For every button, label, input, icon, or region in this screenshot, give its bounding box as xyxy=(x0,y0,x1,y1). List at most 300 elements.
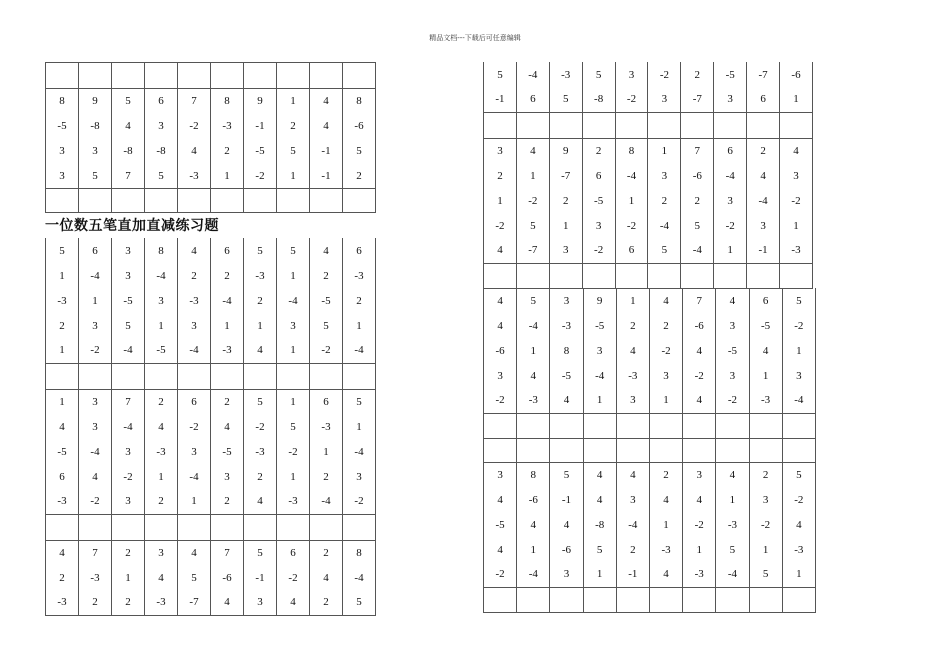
number-cell: 5 xyxy=(516,213,549,238)
answer-cell[interactable] xyxy=(747,112,780,138)
number-cell: 5 xyxy=(277,139,310,164)
number-cell: 3 xyxy=(616,487,649,512)
number-cell: 1 xyxy=(145,313,178,338)
number-row xyxy=(484,213,813,238)
number-cell: 2 xyxy=(649,313,682,338)
number-cell: 4 xyxy=(716,462,749,487)
answer-cell[interactable] xyxy=(244,363,277,389)
answer-row xyxy=(46,189,376,213)
number-cell: -4 xyxy=(616,512,649,537)
answer-cell[interactable] xyxy=(343,63,376,89)
number-cell: 1 xyxy=(517,537,550,562)
answer-cell[interactable] xyxy=(310,63,343,89)
number-cell: 6 xyxy=(211,238,244,263)
number-cell: 2 xyxy=(277,114,310,139)
number-cell: -2 xyxy=(79,489,112,514)
number-cell: 9 xyxy=(79,89,112,114)
number-cell: -5 xyxy=(714,62,747,87)
answer-cell[interactable] xyxy=(550,438,583,462)
answer-cell[interactable] xyxy=(616,413,649,438)
number-row xyxy=(484,512,816,537)
number-cell: 5 xyxy=(277,238,310,263)
answer-cell[interactable] xyxy=(112,63,145,89)
number-row xyxy=(484,288,816,313)
number-row xyxy=(46,139,376,164)
number-cell: 1 xyxy=(615,188,648,213)
answer-cell[interactable] xyxy=(178,63,211,89)
answer-cell[interactable] xyxy=(145,363,178,389)
answer-cell[interactable] xyxy=(649,438,682,462)
number-cell: -3 xyxy=(178,288,211,313)
number-cell: 6 xyxy=(178,389,211,414)
answer-cell[interactable] xyxy=(615,112,648,138)
answer-cell[interactable] xyxy=(683,438,716,462)
answer-cell[interactable] xyxy=(145,514,178,540)
number-cell: -4 xyxy=(79,439,112,464)
number-row xyxy=(46,565,376,590)
number-cell: -5 xyxy=(112,288,145,313)
number-cell: 7 xyxy=(79,540,112,565)
number-row xyxy=(46,288,376,313)
number-cell: 3 xyxy=(145,288,178,313)
number-row xyxy=(484,487,816,512)
number-cell: 4 xyxy=(484,288,517,313)
number-cell: -2 xyxy=(780,188,813,213)
number-cell: 5 xyxy=(549,87,582,112)
number-cell: 8 xyxy=(550,338,583,363)
number-cell: 6 xyxy=(749,288,782,313)
number-cell: 4 xyxy=(616,338,649,363)
number-cell: 4 xyxy=(716,288,749,313)
number-cell: 4 xyxy=(516,138,549,163)
answer-cell[interactable] xyxy=(550,413,583,438)
number-row xyxy=(46,590,376,615)
number-cell: 4 xyxy=(484,313,517,338)
answer-cell[interactable] xyxy=(310,514,343,540)
answer-cell[interactable] xyxy=(277,514,310,540)
answer-cell[interactable] xyxy=(683,413,716,438)
number-cell: 2 xyxy=(616,537,649,562)
number-cell: 1 xyxy=(749,363,782,388)
number-cell: -2 xyxy=(782,313,815,338)
number-cell: 1 xyxy=(583,562,616,587)
answer-cell[interactable] xyxy=(244,514,277,540)
number-cell: 2 xyxy=(310,540,343,565)
answer-cell[interactable] xyxy=(782,587,815,612)
number-cell: -2 xyxy=(484,388,517,413)
number-cell: 3 xyxy=(714,87,747,112)
answer-cell[interactable] xyxy=(46,189,79,213)
answer-cell[interactable] xyxy=(516,112,549,138)
number-cell: 7 xyxy=(681,138,714,163)
number-row xyxy=(46,414,376,439)
number-cell: 4 xyxy=(484,537,517,562)
answer-cell[interactable] xyxy=(583,587,616,612)
number-cell: 2 xyxy=(310,263,343,288)
number-row xyxy=(484,313,816,338)
number-cell: 3 xyxy=(747,213,780,238)
number-cell: 4 xyxy=(484,487,517,512)
number-cell: 4 xyxy=(550,512,583,537)
number-cell: 5 xyxy=(277,414,310,439)
number-cell: 2 xyxy=(145,489,178,514)
number-cell: -2 xyxy=(615,87,648,112)
number-cell: -3 xyxy=(46,489,79,514)
number-cell: -5 xyxy=(749,313,782,338)
answer-cell[interactable] xyxy=(211,189,244,213)
answer-cell[interactable] xyxy=(79,189,112,213)
number-cell: 1 xyxy=(46,389,79,414)
answer-cell[interactable] xyxy=(484,413,517,438)
answer-row xyxy=(484,263,813,288)
number-cell: 4 xyxy=(211,414,244,439)
number-cell: 2 xyxy=(145,389,178,414)
number-cell: 2 xyxy=(244,464,277,489)
answer-cell[interactable] xyxy=(79,63,112,89)
number-cell: 3 xyxy=(782,363,815,388)
number-cell: 3 xyxy=(649,363,682,388)
number-cell: -4 xyxy=(714,163,747,188)
number-cell: -6 xyxy=(681,163,714,188)
number-cell: -4 xyxy=(747,188,780,213)
answer-cell[interactable] xyxy=(517,587,550,612)
answer-cell[interactable] xyxy=(343,363,376,389)
answer-cell[interactable] xyxy=(79,363,112,389)
number-cell: -8 xyxy=(145,139,178,164)
answer-cell[interactable] xyxy=(112,514,145,540)
number-cell: 3 xyxy=(683,462,716,487)
number-cell: 8 xyxy=(343,89,376,114)
number-cell: -5 xyxy=(46,114,79,139)
number-cell: 1 xyxy=(310,439,343,464)
number-cell: 2 xyxy=(648,188,681,213)
number-cell: -2 xyxy=(277,439,310,464)
number-cell: 4 xyxy=(683,338,716,363)
number-cell: 5 xyxy=(517,288,550,313)
number-cell: 3 xyxy=(79,139,112,164)
answer-cell[interactable] xyxy=(277,63,310,89)
answer-cell[interactable] xyxy=(780,112,813,138)
number-cell: -2 xyxy=(716,388,749,413)
number-cell: 2 xyxy=(112,540,145,565)
answer-cell[interactable] xyxy=(145,189,178,213)
number-cell: -4 xyxy=(343,338,376,363)
answer-cell[interactable] xyxy=(112,189,145,213)
number-cell: -4 xyxy=(716,562,749,587)
number-cell: 3 xyxy=(615,62,648,87)
number-cell: 4 xyxy=(310,238,343,263)
number-cell: 3 xyxy=(714,188,747,213)
number-cell: 3 xyxy=(716,313,749,338)
answer-cell[interactable] xyxy=(649,413,682,438)
number-cell: -2 xyxy=(649,338,682,363)
number-cell: -2 xyxy=(683,363,716,388)
number-cell: -3 xyxy=(749,388,782,413)
answer-cell[interactable] xyxy=(683,587,716,612)
number-cell: 1 xyxy=(244,313,277,338)
number-cell: 2 xyxy=(343,288,376,313)
number-cell: 4 xyxy=(649,562,682,587)
answer-cell[interactable] xyxy=(484,263,517,288)
number-cell: 6 xyxy=(277,540,310,565)
number-row xyxy=(484,338,816,363)
answer-cell[interactable] xyxy=(749,587,782,612)
answer-cell[interactable] xyxy=(550,587,583,612)
answer-cell[interactable] xyxy=(484,587,517,612)
answer-cell[interactable] xyxy=(648,112,681,138)
answer-cell[interactable] xyxy=(211,363,244,389)
number-row xyxy=(46,114,376,139)
number-row xyxy=(484,537,816,562)
answer-cell[interactable] xyxy=(616,587,649,612)
answer-cell[interactable] xyxy=(549,263,582,288)
number-cell: 2 xyxy=(112,590,145,615)
answer-cell[interactable] xyxy=(79,514,112,540)
number-cell: 8 xyxy=(517,462,550,487)
number-cell: 2 xyxy=(582,138,615,163)
number-cell: 5 xyxy=(343,590,376,615)
answer-cell[interactable] xyxy=(582,263,615,288)
number-cell: -2 xyxy=(244,414,277,439)
answer-cell[interactable] xyxy=(782,413,815,438)
answer-cell[interactable] xyxy=(716,587,749,612)
number-cell: -7 xyxy=(549,163,582,188)
number-cell: 2 xyxy=(244,288,277,313)
number-cell: 1 xyxy=(484,188,517,213)
number-cell: 4 xyxy=(517,363,550,388)
number-cell: 5 xyxy=(582,62,615,87)
number-row xyxy=(46,89,376,114)
answer-row xyxy=(484,587,816,612)
number-cell: 1 xyxy=(780,213,813,238)
number-cell: 6 xyxy=(516,87,549,112)
answer-cell[interactable] xyxy=(112,363,145,389)
number-cell: 6 xyxy=(615,238,648,263)
number-cell: 5 xyxy=(244,389,277,414)
number-cell: 5 xyxy=(749,562,782,587)
number-cell: 3 xyxy=(484,138,517,163)
answer-cell[interactable] xyxy=(517,438,550,462)
number-cell: 5 xyxy=(550,462,583,487)
answer-cell[interactable] xyxy=(343,189,376,213)
number-cell: 6 xyxy=(747,87,780,112)
number-cell: -3 xyxy=(716,512,749,537)
number-cell: -3 xyxy=(244,263,277,288)
answer-cell[interactable] xyxy=(516,263,549,288)
number-cell: 4 xyxy=(145,414,178,439)
number-cell: 3 xyxy=(211,464,244,489)
number-row xyxy=(484,562,816,587)
number-cell: -3 xyxy=(145,590,178,615)
number-cell: -5 xyxy=(46,439,79,464)
number-cell: 5 xyxy=(178,565,211,590)
number-cell: 3 xyxy=(648,87,681,112)
answer-cell[interactable] xyxy=(714,263,747,288)
answer-cell[interactable] xyxy=(517,413,550,438)
number-cell: 5 xyxy=(310,313,343,338)
number-cell: 2 xyxy=(211,389,244,414)
answer-cell[interactable] xyxy=(649,587,682,612)
answer-cell[interactable] xyxy=(310,189,343,213)
number-cell: 3 xyxy=(112,439,145,464)
number-cell: -2 xyxy=(782,487,815,512)
number-cell: 8 xyxy=(615,138,648,163)
answer-cell[interactable] xyxy=(716,438,749,462)
number-cell: 1 xyxy=(277,89,310,114)
answer-cell[interactable] xyxy=(582,112,615,138)
number-cell: -8 xyxy=(79,114,112,139)
number-cell: 1 xyxy=(211,164,244,189)
number-cell: 3 xyxy=(79,313,112,338)
number-cell: 4 xyxy=(747,163,780,188)
number-cell: -2 xyxy=(277,565,310,590)
number-row xyxy=(484,462,816,487)
number-cell: -2 xyxy=(79,338,112,363)
number-row xyxy=(46,489,376,514)
number-cell: 5 xyxy=(343,139,376,164)
answer-cell[interactable] xyxy=(310,363,343,389)
answer-cell[interactable] xyxy=(681,112,714,138)
answer-cell[interactable] xyxy=(583,413,616,438)
answer-row xyxy=(484,438,816,462)
answer-cell[interactable] xyxy=(484,438,517,462)
answer-cell[interactable] xyxy=(648,263,681,288)
number-cell: -2 xyxy=(343,489,376,514)
number-cell: 5 xyxy=(583,537,616,562)
number-cell: -5 xyxy=(211,439,244,464)
answer-cell[interactable] xyxy=(145,63,178,89)
number-cell: -4 xyxy=(343,565,376,590)
answer-cell[interactable] xyxy=(178,363,211,389)
number-cell: -3 xyxy=(211,338,244,363)
number-cell: 1 xyxy=(178,489,211,514)
answer-cell[interactable] xyxy=(211,514,244,540)
number-cell: 2 xyxy=(681,62,714,87)
number-cell: 1 xyxy=(649,512,682,537)
number-cell: 3 xyxy=(178,313,211,338)
number-cell: -4 xyxy=(211,288,244,313)
number-cell: 3 xyxy=(112,263,145,288)
answer-cell[interactable] xyxy=(211,63,244,89)
answer-cell[interactable] xyxy=(484,112,517,138)
number-row xyxy=(484,87,813,112)
number-cell: 2 xyxy=(211,489,244,514)
answer-cell[interactable] xyxy=(583,438,616,462)
number-cell: 9 xyxy=(244,89,277,114)
number-cell: 4 xyxy=(211,590,244,615)
answer-cell[interactable] xyxy=(747,263,780,288)
number-cell: -4 xyxy=(178,464,211,489)
number-cell: 1 xyxy=(343,414,376,439)
answer-cell[interactable] xyxy=(343,514,376,540)
number-cell: 6 xyxy=(46,464,79,489)
number-cell: 6 xyxy=(582,163,615,188)
number-cell: -2 xyxy=(244,164,277,189)
answer-cell[interactable] xyxy=(244,63,277,89)
number-cell: 1 xyxy=(79,288,112,313)
number-cell: 1 xyxy=(749,537,782,562)
answer-cell[interactable] xyxy=(780,263,813,288)
answer-cell[interactable] xyxy=(46,514,79,540)
answer-cell[interactable] xyxy=(549,112,582,138)
number-cell: -1 xyxy=(550,487,583,512)
number-cell: 2 xyxy=(649,462,682,487)
number-cell: 8 xyxy=(145,238,178,263)
answer-cell[interactable] xyxy=(749,413,782,438)
answer-cell[interactable] xyxy=(615,263,648,288)
number-cell: 1 xyxy=(112,565,145,590)
number-row xyxy=(46,540,376,565)
number-cell: 5 xyxy=(244,238,277,263)
number-cell: -3 xyxy=(550,313,583,338)
answer-cell[interactable] xyxy=(716,413,749,438)
number-cell: 1 xyxy=(277,164,310,189)
number-cell: 4 xyxy=(112,114,145,139)
number-cell: 1 xyxy=(714,238,747,263)
number-cell: 4 xyxy=(310,89,343,114)
number-cell: -2 xyxy=(178,114,211,139)
answer-cell[interactable] xyxy=(714,112,747,138)
number-cell: 3 xyxy=(616,388,649,413)
number-cell: 5 xyxy=(648,238,681,263)
answer-cell[interactable] xyxy=(178,189,211,213)
answer-cell[interactable] xyxy=(46,363,79,389)
number-cell: 4 xyxy=(145,565,178,590)
number-cell: 6 xyxy=(343,238,376,263)
number-cell: -4 xyxy=(310,489,343,514)
answer-cell[interactable] xyxy=(277,363,310,389)
answer-cell[interactable] xyxy=(616,438,649,462)
number-cell: 5 xyxy=(112,313,145,338)
answer-cell[interactable] xyxy=(749,438,782,462)
number-cell: 8 xyxy=(211,89,244,114)
number-cell: -6 xyxy=(683,313,716,338)
number-cell: 2 xyxy=(211,139,244,164)
number-cell: 1 xyxy=(277,263,310,288)
number-cell: 1 xyxy=(782,338,815,363)
number-cell: 3 xyxy=(244,590,277,615)
number-row xyxy=(46,164,376,189)
number-cell: 5 xyxy=(145,164,178,189)
number-cell: 2 xyxy=(310,590,343,615)
answer-cell[interactable] xyxy=(178,514,211,540)
number-row xyxy=(484,138,813,163)
answer-cell[interactable] xyxy=(277,189,310,213)
answer-cell[interactable] xyxy=(46,63,79,89)
number-cell: -6 xyxy=(517,487,550,512)
document-header-note: 精品文档---下载后可任意编辑 xyxy=(429,34,521,42)
answer-cell[interactable] xyxy=(782,438,815,462)
number-cell: -5 xyxy=(310,288,343,313)
number-cell: -5 xyxy=(582,188,615,213)
answer-cell[interactable] xyxy=(244,189,277,213)
number-cell: 1 xyxy=(683,537,716,562)
number-cell: -1 xyxy=(310,139,343,164)
number-cell: 4 xyxy=(683,487,716,512)
number-cell: 4 xyxy=(277,590,310,615)
number-cell: 8 xyxy=(343,540,376,565)
number-cell: 7 xyxy=(112,389,145,414)
number-cell: 3 xyxy=(46,164,79,189)
number-cell: 1 xyxy=(616,288,649,313)
number-cell: -7 xyxy=(747,62,780,87)
number-cell: -4 xyxy=(112,338,145,363)
number-cell: 2 xyxy=(549,188,582,213)
answer-row xyxy=(46,63,376,89)
number-cell: 9 xyxy=(549,138,582,163)
answer-cell[interactable] xyxy=(681,263,714,288)
number-row xyxy=(484,363,816,388)
